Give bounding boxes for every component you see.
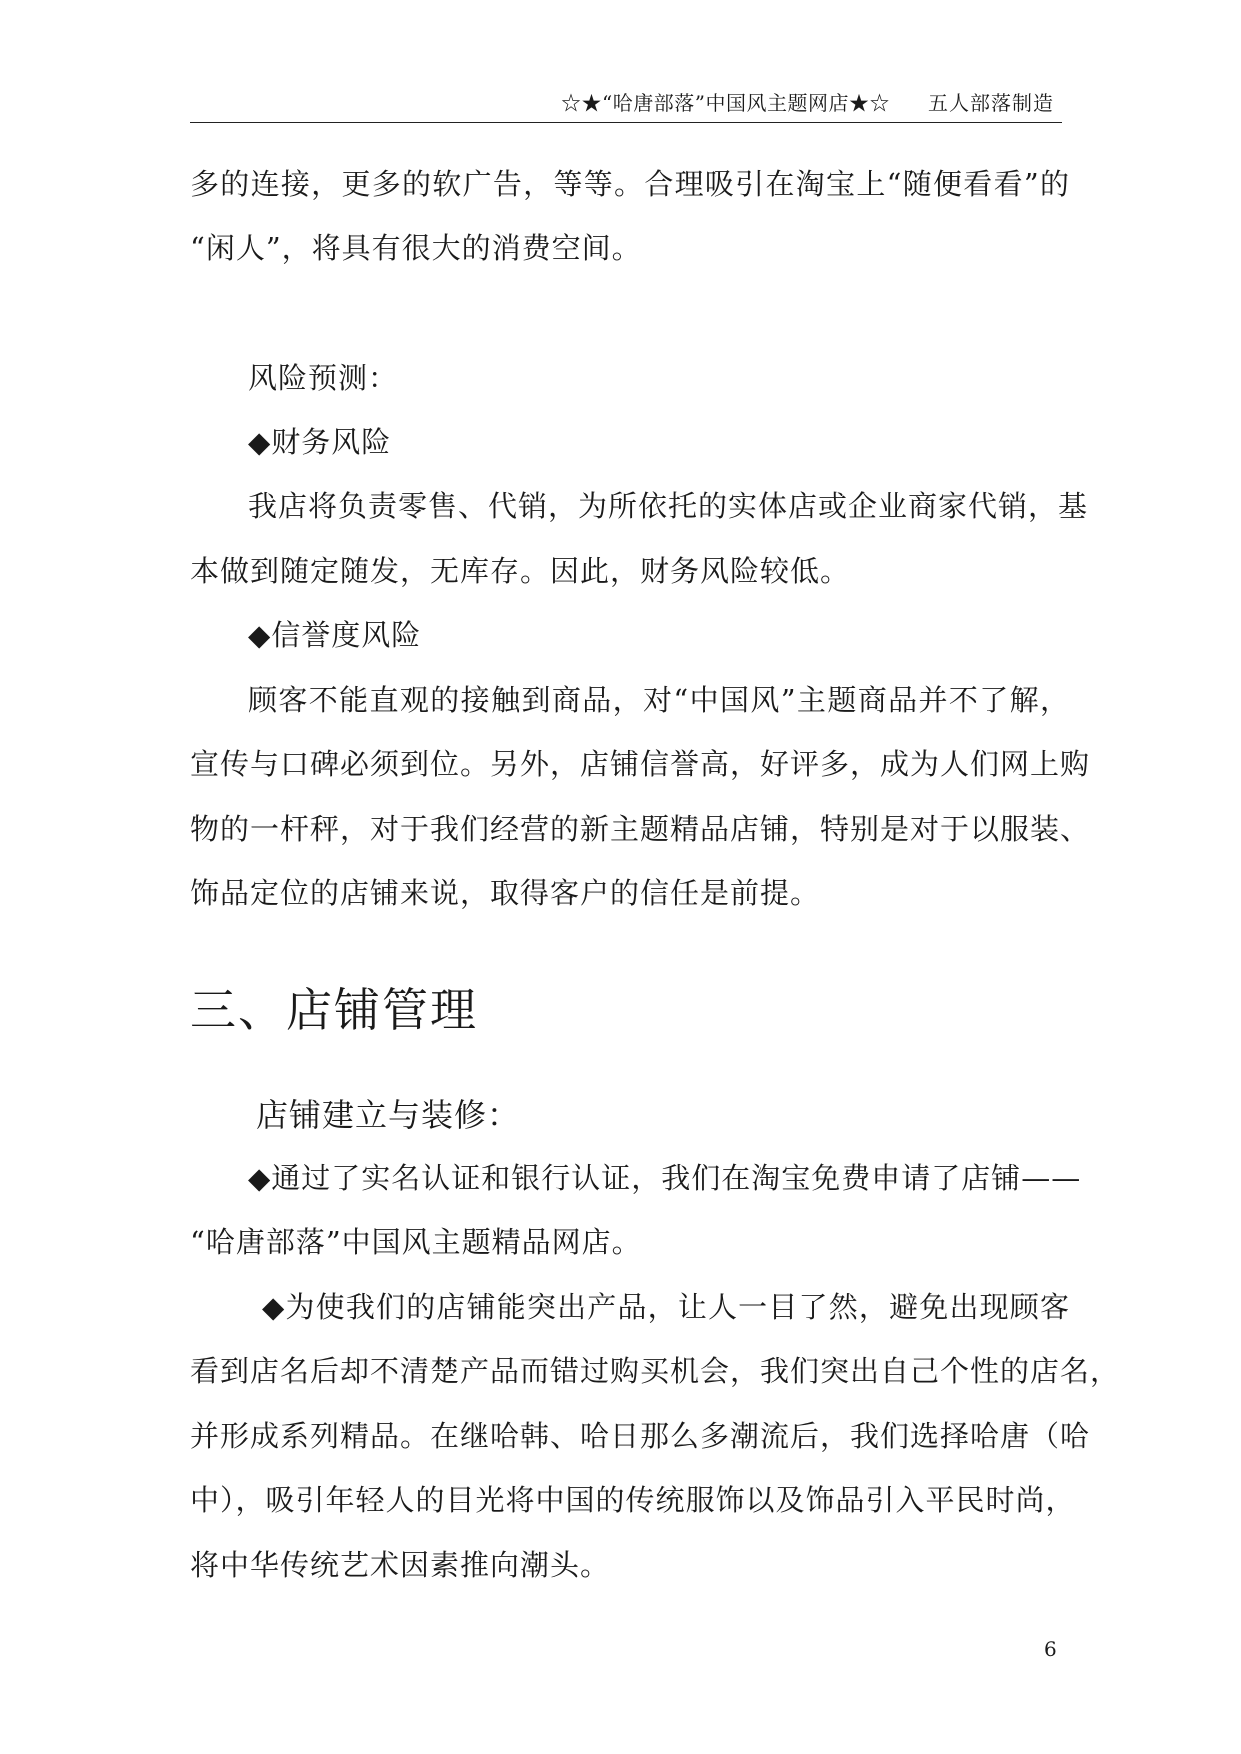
paragraph-line: ◆通过了实名认证和银行认证，我们在淘宝免费申请了店铺——: [248, 1161, 1082, 1195]
paragraph-line: 物的一杆秤，对于我们经营的新主题精品店铺，特别是对于以服装、: [190, 812, 1091, 846]
paragraph-line: 饰品定位的店铺来说，取得客户的信任是前提。: [190, 876, 821, 910]
paragraph-line: 多的连接，更多的软广告，等等。合理吸引在淘宝上“随便看看”的: [190, 167, 1070, 201]
section-heading: 三、店铺管理: [190, 983, 478, 1037]
paragraph-line: 将中华传统艺术因素推向潮头。: [190, 1548, 611, 1582]
paragraph-line: “闲人”，将具有很大的消费空间。: [190, 231, 642, 265]
paragraph-line: 顾客不能直观的接触到商品，对“中国风”主题商品并不了解，: [248, 683, 1070, 717]
financial-risk-bullet: ◆财务风险: [248, 425, 392, 459]
risk-forecast-label: 风险预测：: [248, 361, 399, 395]
paragraph-line: 本做到随定随发，无库存。因此，财务风险较低。: [190, 554, 851, 588]
paragraph-line: 宣传与口碑必须到位。另外，店铺信誉高，好评多，成为人们网上购: [190, 747, 1091, 781]
paragraph-line: ◆为使我们的店铺能突出产品，让人一目了然，避免出现顾客: [262, 1290, 1070, 1324]
section-subheading: 店铺建立与装修：: [256, 1096, 521, 1134]
header-maker: 五人部落制造: [928, 91, 1054, 115]
paragraph-line: “哈唐部落”中国风主题精品网店。: [190, 1225, 642, 1259]
page-header: [190, 88, 1062, 123]
paragraph-line: 我店将负责零售、代销，为所依托的实体店或企业商家代销，基: [248, 489, 1089, 523]
header-title: ☆★“哈唐部落”中国风主题网店★☆: [561, 91, 890, 115]
page-number: 6: [1044, 1637, 1057, 1661]
paragraph-line: 并形成系列精品。在继哈韩、哈日那么多潮流后，我们选择哈唐（哈: [190, 1419, 1091, 1453]
paragraph-line: 中），吸引年轻人的目光将中国的传统服饰以及饰品引入平民时尚，: [190, 1483, 1076, 1517]
paragraph-line: 看到店名后却不清楚产品而错过购买机会，我们突出自己个性的店名，: [190, 1354, 1121, 1388]
credibility-risk-bullet: ◆信誉度风险: [248, 618, 422, 652]
